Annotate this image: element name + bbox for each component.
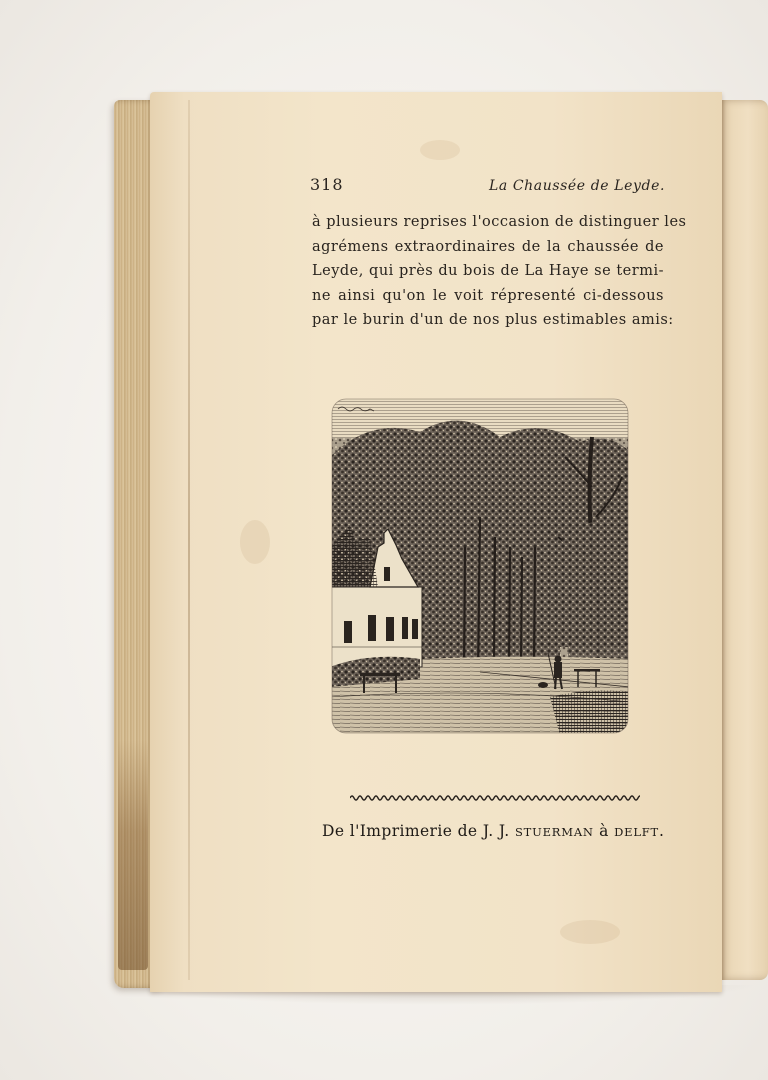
edge-stain [118,740,148,970]
text-line: à plusieurs reprises l'occasion de distinguer les [312,214,687,230]
imprint-city: DELFT [614,825,660,839]
text-line: par le burin d'un de nos plus estimables amis: [312,312,674,328]
text-line: ne ainsi qu'on le voit répresenté ci-dessous [312,287,664,304]
foxing-spot [420,140,460,160]
decorative-wavy-rule [350,790,640,804]
foxing-spot [560,920,620,944]
running-title: La Chaussée de Leyde. [488,178,665,194]
text-line: agrémens extraordinaires de la chaussée de [312,238,664,255]
foxing-spot [240,520,270,564]
imprint-middle: à [599,822,609,840]
imprint-suffix: . [659,822,665,840]
body-paragraph [312,210,687,333]
text-line: Leyde, qui près du bois de La Haye se termi- [312,263,664,279]
dog [538,682,548,688]
printer-name: STUERMAN [514,825,594,839]
imprint-prefix: De l'Imprimerie de J. J. [322,822,510,840]
imprint-line [322,822,672,840]
page-fold [188,100,190,980]
page-number: 318 [310,175,344,194]
facing-page-edge [718,100,768,980]
engraving-illustration [330,397,630,735]
running-header [310,175,665,197]
